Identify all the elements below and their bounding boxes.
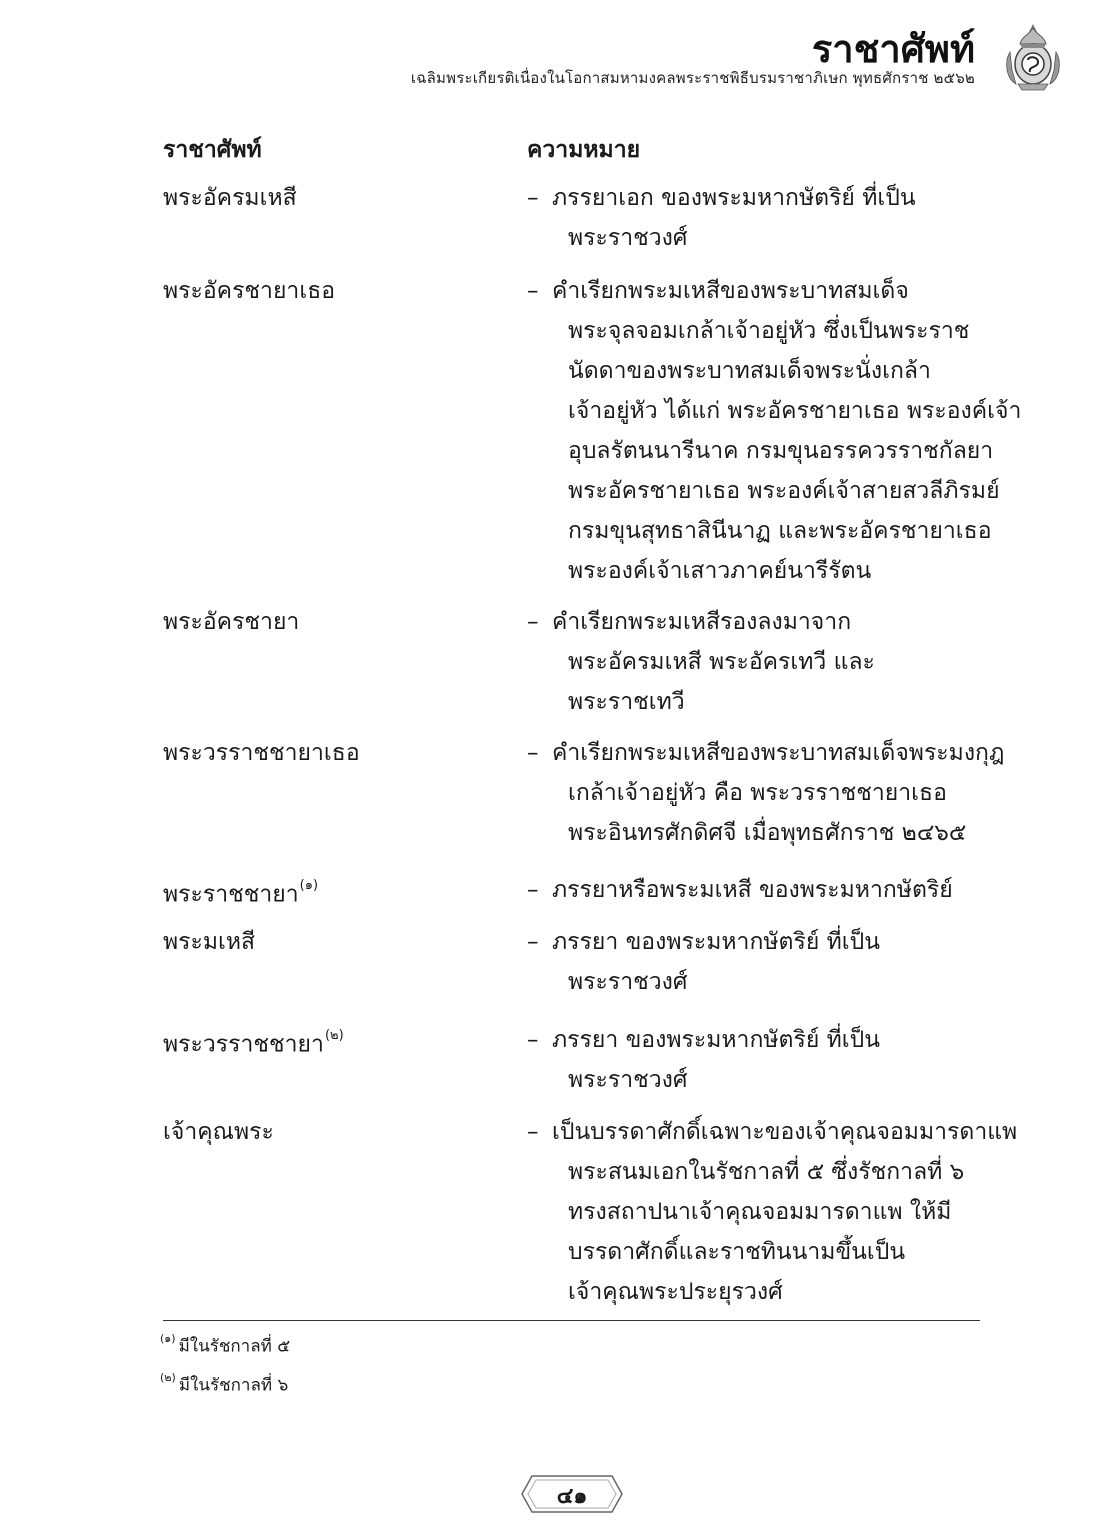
meaning-line: คำเรียกพระมเหสีของพระบาทสมเด็จ — [552, 278, 909, 304]
term-label — [163, 922, 255, 962]
meaning-line: เจ้าอยู่หัว ได้แก่ พระอัครชายาเธอ พระองค์เจ้า — [568, 398, 1022, 424]
meaning-text — [552, 922, 972, 1002]
meaning-dash: – — [527, 877, 539, 903]
term-text: พระอัครชายาเธอ — [163, 278, 336, 304]
meaning-text — [552, 178, 972, 258]
meaning-text — [552, 733, 1005, 853]
meaning-line: พระอัครชายาเธอ พระองค์เจ้าสายสวลีภิรมย์ — [568, 478, 1000, 504]
term-text: พระอัครมเหสี — [163, 185, 297, 211]
meaning-line: พระองค์เจ้าเสาวภาคย์นารีรัตน — [568, 558, 872, 584]
meaning-line: บรรดาศักดิ์และราชทินนามขึ้นเป็น — [568, 1239, 906, 1265]
term-text: พระอัครชายา — [163, 609, 300, 635]
term-text: พระวรราชชายา — [163, 1031, 324, 1058]
header-subtitle: เฉลิมพระเกียรติเนื่องในโอกาสมหามงคลพระราชพิธีบรมราชาภิเษก พุทธศักราช ๒๕๖๒ — [410, 69, 975, 87]
meaning-dash: – — [527, 740, 539, 766]
term-footnote-mark: (๒) — [324, 1028, 344, 1043]
term-label — [163, 271, 335, 311]
meaning-dash: – — [527, 278, 539, 304]
term-text: เจ้าคุณพระ — [163, 1119, 274, 1145]
term-label — [163, 1112, 274, 1152]
footnote-text: มีในรัชกาลที่ ๕ — [178, 1336, 291, 1357]
meaning-line: ภรรยาหรือพระมเหสี ของพระมหากษัตริย์ — [552, 877, 953, 903]
meaning-line: พระจุลจอมเกล้าเจ้าอยู่หัว ซึ่งเป็นพระราช — [568, 318, 970, 344]
term-label — [163, 870, 318, 915]
column-header-term: ราชาศัพท์ — [163, 137, 262, 163]
meaning-line: พระราชวงศ์ — [568, 969, 688, 995]
meaning-line: เป็นบรรดาศักดิ์เฉพาะของเจ้าคุณจอมมารดาแพ — [552, 1119, 1018, 1145]
meaning-text — [552, 271, 1022, 591]
meaning-line: ภรรยาเอก ของพระมหากษัตริย์ ที่เป็น — [552, 185, 916, 211]
meaning-dash: – — [527, 609, 539, 635]
meaning-text — [552, 870, 972, 910]
meaning-line: พระราชเทวี — [568, 689, 685, 715]
term-label — [163, 733, 360, 773]
meaning-text — [552, 1112, 1018, 1312]
meaning-line: พระสนมเอกในรัชกาลที่ ๕ ซึ่งรัชกาลที่ ๖ — [568, 1159, 965, 1185]
meaning-dash: – — [527, 929, 539, 955]
meaning-dash: – — [527, 1027, 539, 1053]
meaning-line: ภรรยา ของพระมหากษัตริย์ ที่เป็น — [552, 929, 880, 955]
term-footnote-mark: (๑) — [299, 878, 319, 893]
term-text: พระวรราชชายาเธอ — [163, 740, 360, 766]
footnote-divider — [163, 1320, 980, 1321]
footnote-mark: (๑) — [160, 1332, 176, 1345]
meaning-dash: – — [527, 1119, 539, 1145]
meaning-line: เจ้าคุณพระประยุรวงศ์ — [568, 1279, 783, 1305]
meaning-dash: – — [527, 185, 539, 211]
term-text: พระมเหสี — [163, 929, 256, 955]
column-header-meaning: ความหมาย — [527, 137, 641, 163]
term-label — [163, 178, 297, 218]
term-label — [163, 1020, 344, 1065]
header-title: ราชาศัพท์ — [811, 26, 975, 71]
meaning-line: นัดดาของพระบาทสมเด็จพระนั่งเกล้า — [568, 358, 931, 384]
meaning-line: คำเรียกพระมเหสีรองลงมาจาก — [552, 609, 852, 635]
term-label — [163, 602, 299, 642]
meaning-line: พระอัครมเหสี พระอัครเทวี และ — [568, 649, 875, 675]
meaning-line: พระราชวงศ์ — [568, 1067, 688, 1093]
meaning-text — [552, 1020, 972, 1100]
meaning-line: เกล้าเจ้าอยู่หัว คือ พระวรราชชายาเธอ — [568, 780, 947, 806]
meaning-text — [552, 602, 972, 722]
royal-emblem-icon — [1000, 22, 1066, 92]
meaning-line: พระราชวงศ์ — [568, 225, 688, 251]
page-number: ๔๑ — [556, 1484, 588, 1509]
meaning-line: ทรงสถาปนาเจ้าคุณจอมมารดาแพ ให้มี — [568, 1199, 952, 1225]
meaning-line: อุบลรัตนนารีนาค กรมขุนอรรควรราชกัลยา — [568, 438, 994, 464]
footnote-text: มีในรัชกาลที่ ๖ — [178, 1375, 289, 1396]
meaning-line: ภรรยา ของพระมหากษัตริย์ ที่เป็น — [552, 1027, 880, 1053]
footnote-mark: (๒) — [160, 1371, 176, 1384]
meaning-line: กรมขุนสุทธาสินีนาฏ และพระอัครชายาเธอ — [568, 518, 992, 544]
footnote-1 — [160, 1330, 290, 1359]
term-text: พระราชชายา — [163, 881, 299, 908]
footnote-2 — [160, 1369, 288, 1398]
meaning-line: คำเรียกพระมเหสีของพระบาทสมเด็จพระมงกุฎ — [552, 740, 1005, 766]
meaning-line: พระอินทรศักดิศจี เมื่อพุทธศักราช ๒๔๖๕ — [568, 820, 967, 846]
